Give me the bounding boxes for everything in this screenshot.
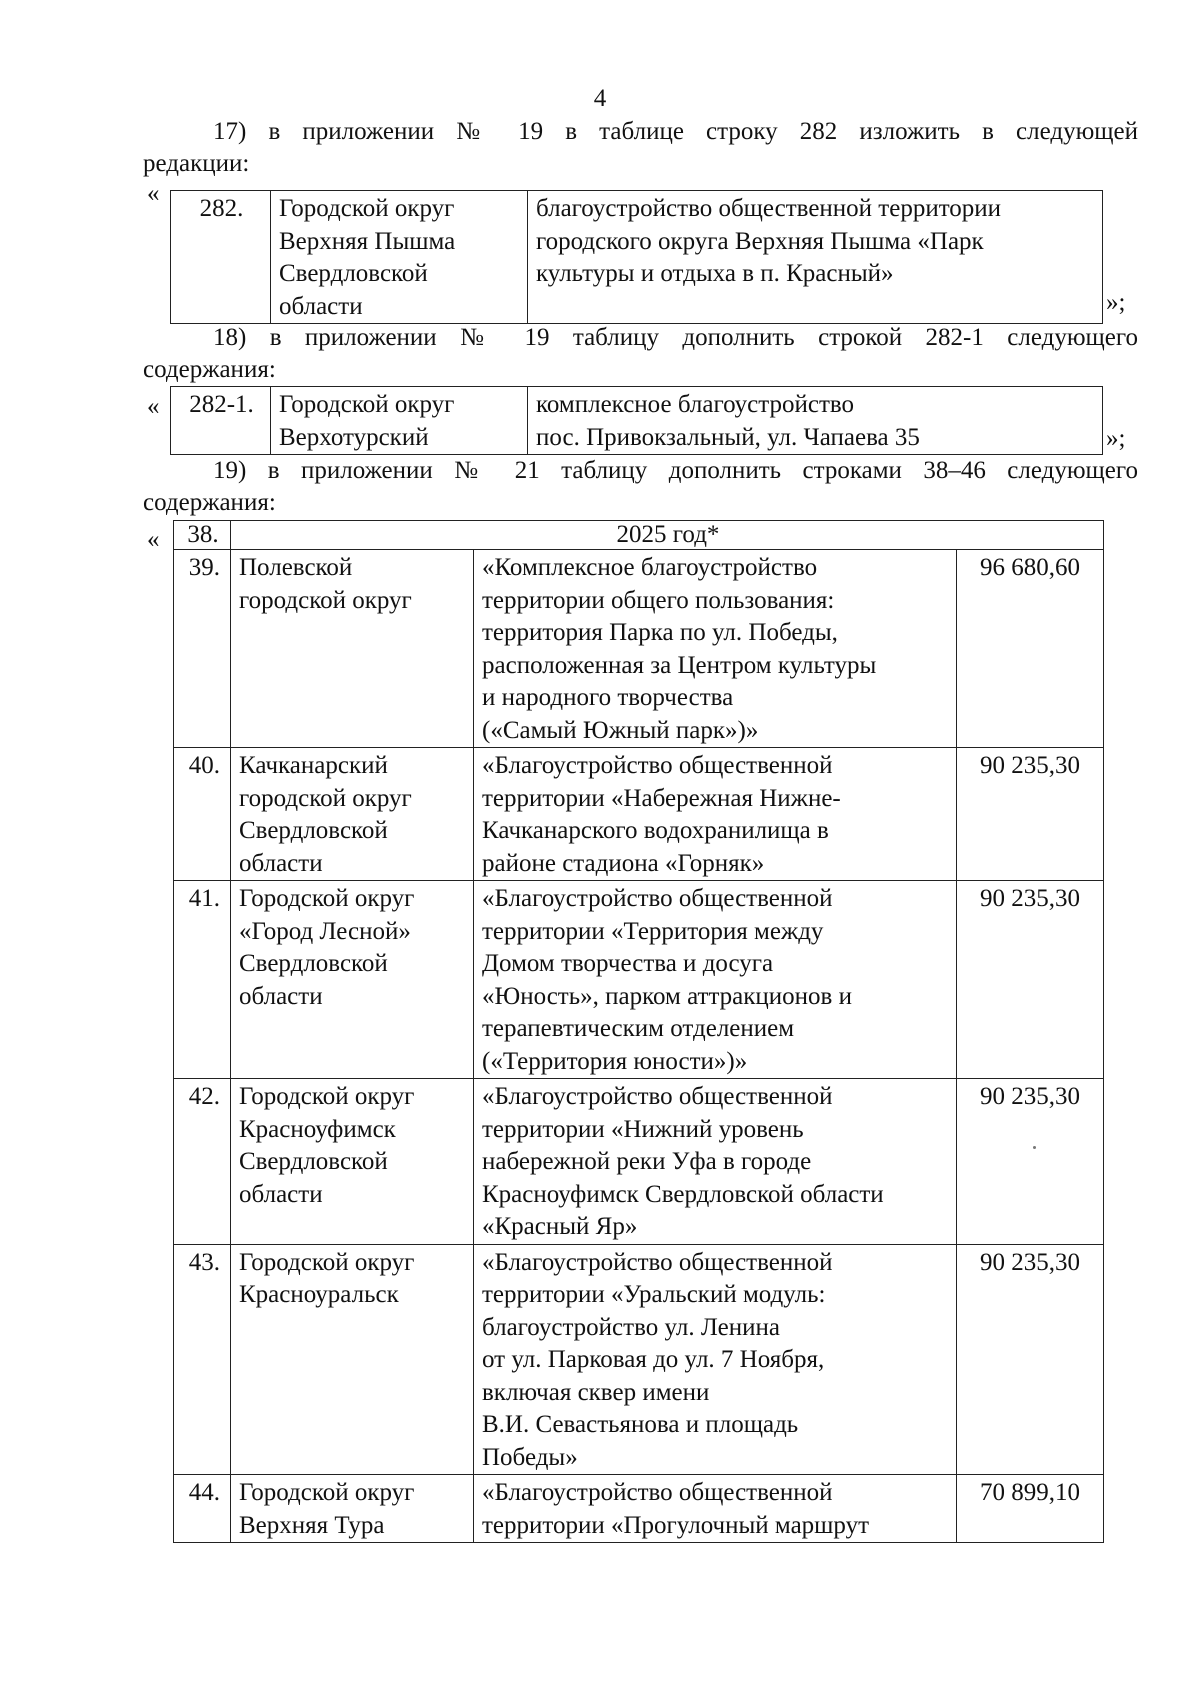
row-district: Городской округ Красноуфимск Свердловской области bbox=[231, 1079, 474, 1245]
row-number: 39. bbox=[174, 550, 231, 748]
header-number: 38. bbox=[174, 521, 231, 550]
table-row bbox=[171, 387, 1103, 455]
table-row bbox=[174, 1079, 1104, 1245]
table-row bbox=[174, 881, 1104, 1079]
row-number: 41. bbox=[174, 881, 231, 1079]
row-number: 43. bbox=[174, 1244, 231, 1475]
row-amount: 70 899,10 bbox=[957, 1475, 1104, 1543]
row-amount: 90 235,30 bbox=[957, 1244, 1104, 1475]
item-19-continuation: содержания: bbox=[143, 489, 276, 516]
row-amount: 90 235,30 bbox=[957, 1079, 1104, 1245]
row-object: «Благоустройство общественной территории «Нижний уровень набережной реки Уфа в городе Красноуфимск Свердловской области «Красный Яр» bbox=[474, 1079, 957, 1245]
table-row bbox=[174, 748, 1104, 881]
item-17-continuation: редакции: bbox=[143, 150, 250, 177]
row-number: 282-1. bbox=[171, 387, 271, 455]
row-district: Городской округ «Город Лесной» Свердловской области bbox=[231, 881, 474, 1079]
row-district: Качканарский городской округ Свердловской области bbox=[231, 748, 474, 881]
item-17-close-quote: »; bbox=[1106, 289, 1126, 316]
row-district: Городской округ Верхотурский bbox=[271, 387, 528, 455]
item-19-open-quote: « bbox=[147, 526, 160, 553]
row-object: «Комплексное благоустройство территории общего пользования: территория Парка по ул. Победы, расположенная за Центром культуры и народного творчества («Самый Южный парк»)» bbox=[474, 550, 957, 748]
item-19-text: 19) в приложении № 21 таблицу дополнить строками 38–46 следующего bbox=[213, 457, 1138, 484]
row-object: «Благоустройство общественной территории «Уральский модуль: благоустройство ул. Ленина от ул. Парковая до ул. 7 Ноября, включая сквер имени В.И. Севастьянова и площадь Победы» bbox=[474, 1244, 957, 1475]
row-object: благоустройство общественной территории городского округа Верхняя Пышма «Парк культуры и отдыха в п. Красный» bbox=[528, 191, 1103, 324]
row-object: «Благоустройство общественной территории «Территория между Домом творчества и досуга «Юность», парком аттракционов и терапевтическим отделением («Территория юности»)» bbox=[474, 881, 957, 1079]
row-number: 40. bbox=[174, 748, 231, 881]
row-amount: 96 680,60 bbox=[957, 550, 1104, 748]
table-row bbox=[174, 1475, 1104, 1543]
row-number: 44. bbox=[174, 1475, 231, 1543]
item-18-text: 18) в приложении № 19 таблицу дополнить строкой 282-1 следующего bbox=[213, 324, 1138, 351]
item-17-table bbox=[170, 190, 1103, 324]
item-18-continuation: содержания: bbox=[143, 356, 276, 383]
row-object: комплексное благоустройство пос. Привокзальный, ул. Чапаева 35 bbox=[528, 387, 1103, 455]
row-object: «Благоустройство общественной территории «Прогулочный маршрут bbox=[474, 1475, 957, 1543]
item-19-paragraph bbox=[143, 455, 1138, 519]
item-17-text: 17) в приложении № 19 в таблице строку 282 изложить в следующей bbox=[213, 118, 1138, 145]
row-amount: 90 235,30 bbox=[957, 748, 1104, 881]
row-district: Городской округ Верхняя Пышма Свердловской области bbox=[271, 191, 528, 324]
row-district: Городской округ Красноуральск bbox=[231, 1244, 474, 1475]
row-number: 282. bbox=[171, 191, 271, 324]
item-17-open-quote: « bbox=[147, 180, 160, 207]
table-header-row bbox=[174, 521, 1104, 550]
header-year: 2025 год* bbox=[231, 521, 1104, 550]
row-district: Городской округ Верхняя Тура bbox=[231, 1475, 474, 1543]
table-row bbox=[174, 550, 1104, 748]
scan-dot bbox=[1033, 1146, 1036, 1149]
item-17-paragraph bbox=[143, 116, 1138, 180]
item-18-table bbox=[170, 386, 1103, 455]
row-number: 42. bbox=[174, 1079, 231, 1245]
table-row bbox=[174, 1244, 1104, 1475]
table-row bbox=[171, 191, 1103, 324]
item-18-open-quote: « bbox=[147, 393, 160, 420]
row-district: Полевской городской округ bbox=[231, 550, 474, 748]
row-object: «Благоустройство общественной территории «Набережная Нижне- Качканарского водохранилища в районе стадиона «Горняк» bbox=[474, 748, 957, 881]
row-amount: 90 235,30 bbox=[957, 881, 1104, 1079]
item-18-close-quote: »; bbox=[1106, 425, 1126, 452]
page-number: 4 bbox=[593, 85, 607, 112]
item-18-paragraph bbox=[143, 322, 1138, 386]
item-19-table bbox=[173, 520, 1104, 1543]
